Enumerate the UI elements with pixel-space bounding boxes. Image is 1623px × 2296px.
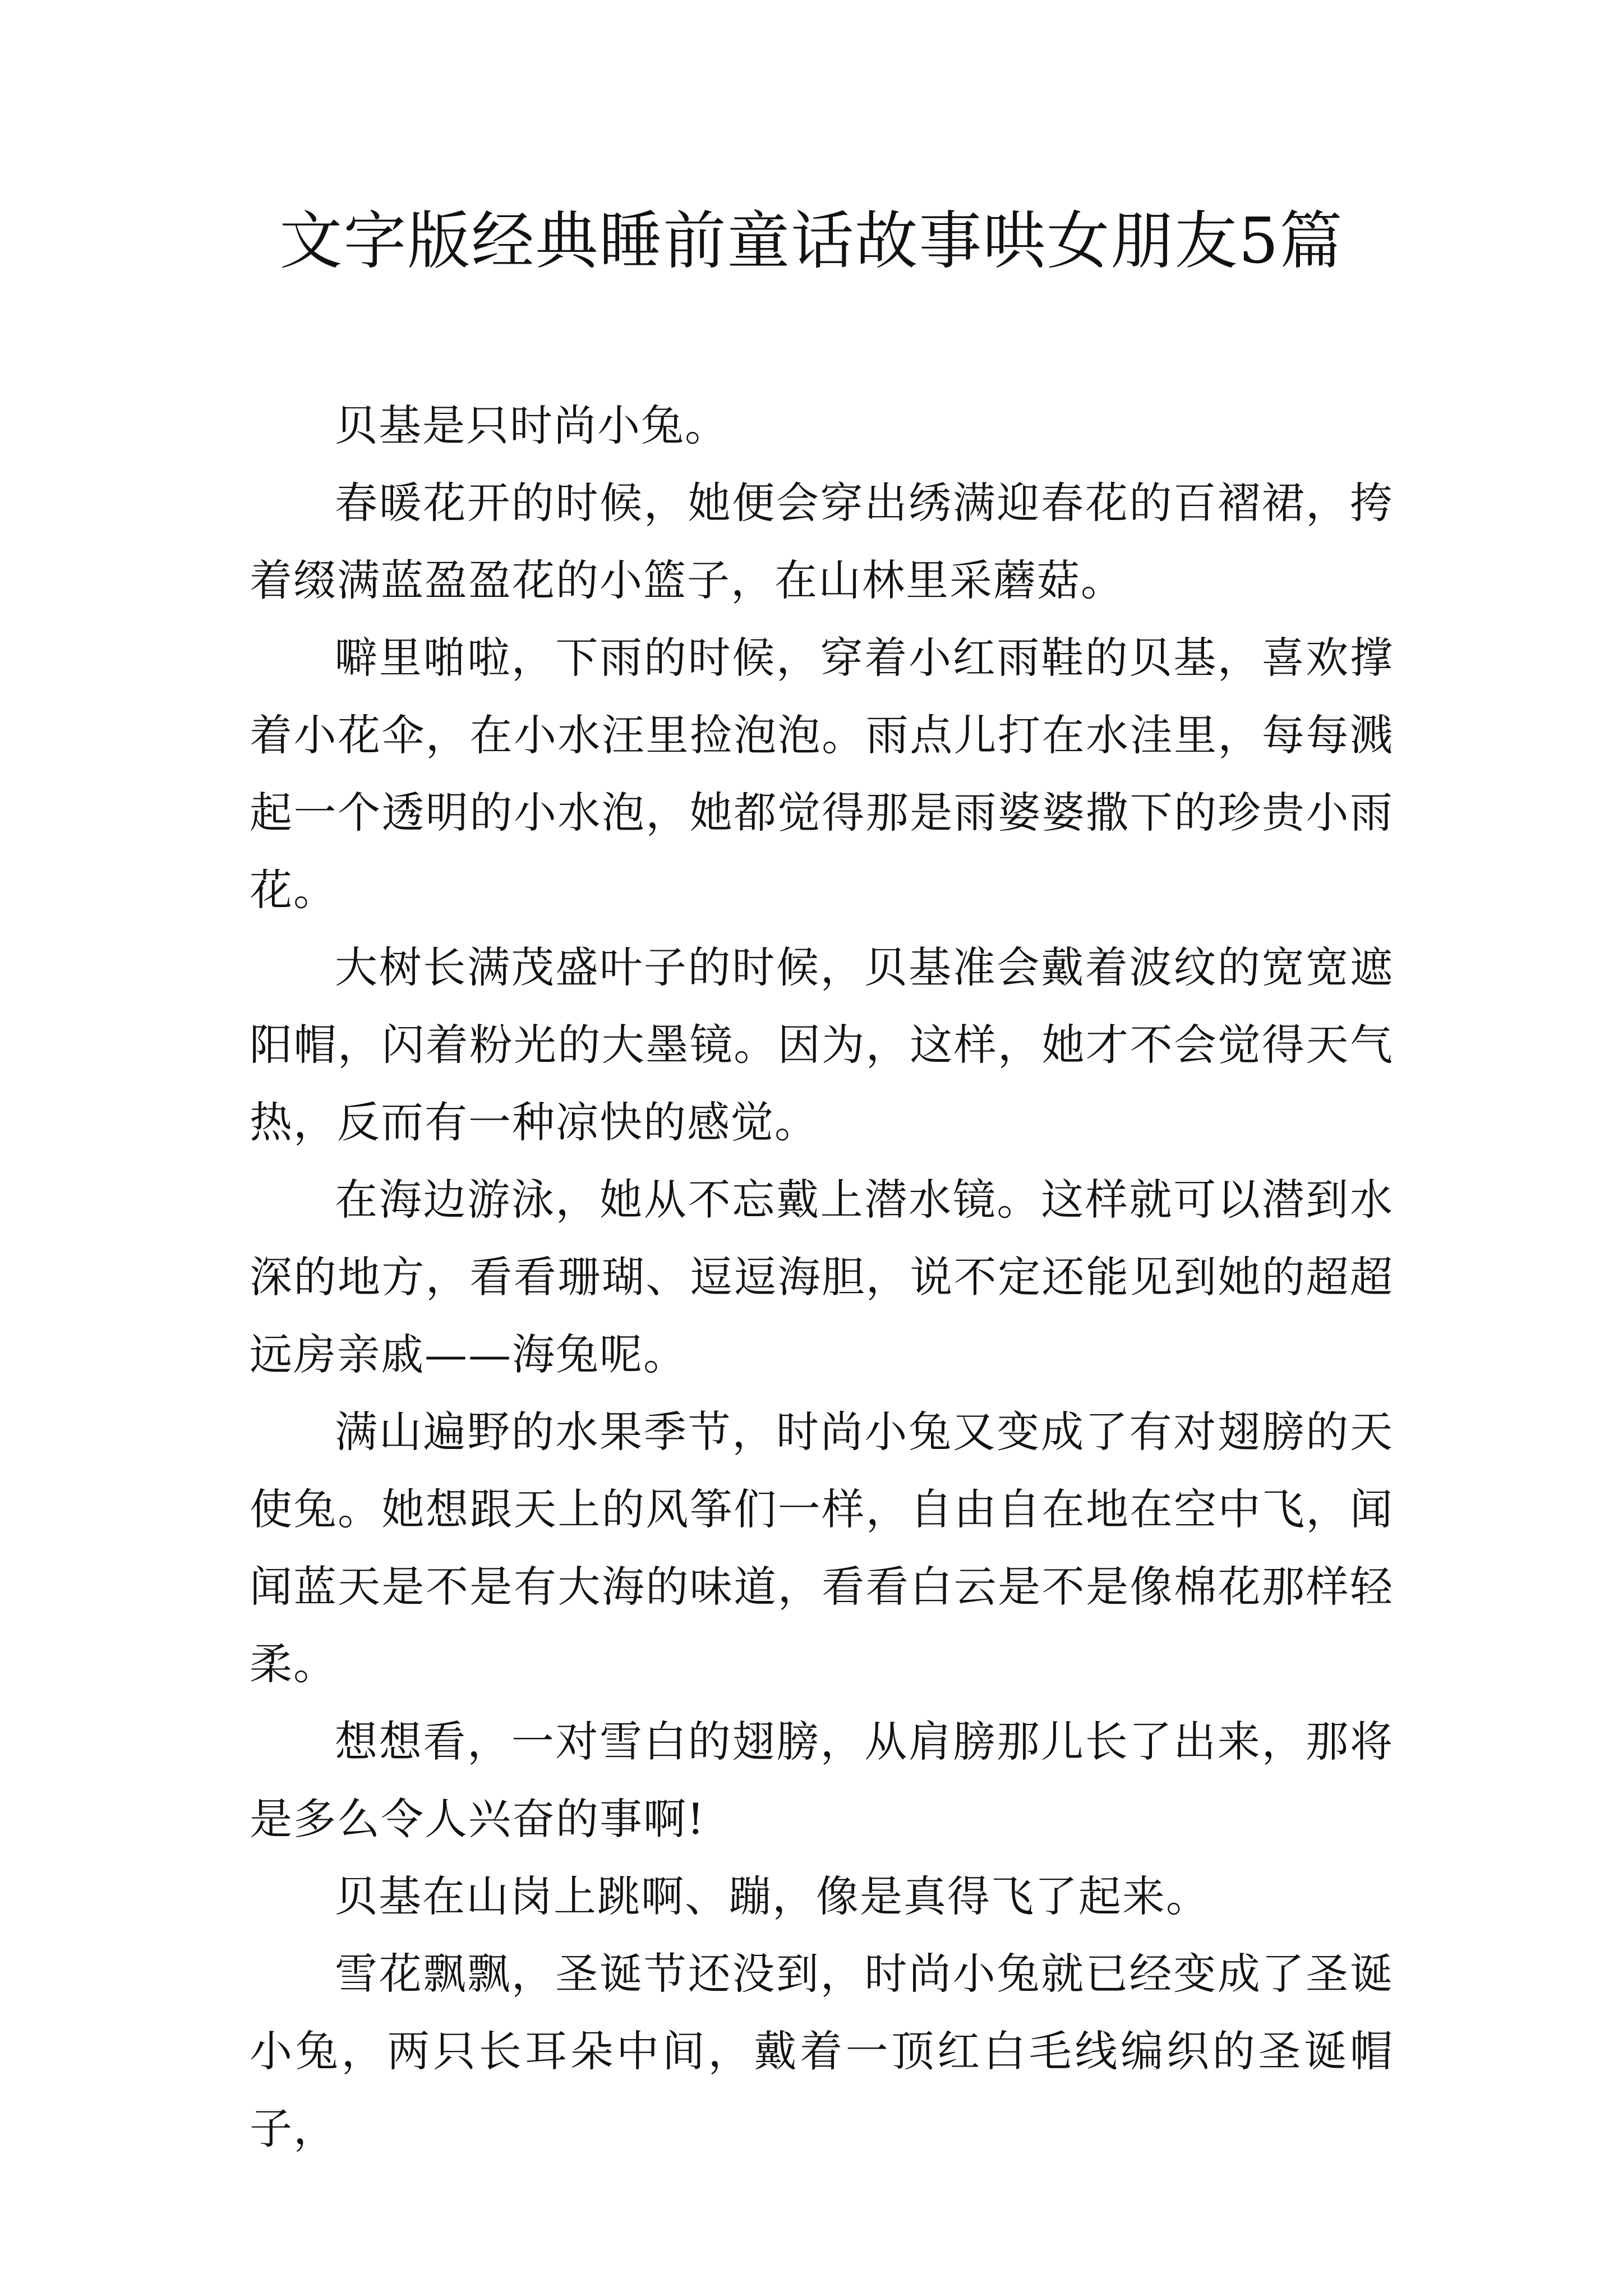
paragraph: 满山遍野的水果季节，时尚小兔又变成了有对翅膀的天使兔。她想跟天上的风筝们一样，自由自在地在空中飞，闻闻蓝天是不是有大海的味道，看看白云是不是像棉花那样轻柔。 xyxy=(250,1407,1394,1689)
paragraph: 大树长满茂盛叶子的时候，贝基准会戴着波纹的宽宽遮阳帽，闪着粉光的大墨镜。因为，这样，她才不会觉得天气热，反而有一种凉快的感觉。 xyxy=(250,942,1394,1147)
paragraph: 在海边游泳，她从不忘戴上潜水镜。这样就可以潜到水深的地方，看看珊瑚、逗逗海胆，说不定还能见到她的超超远房亲戚——海兔呢。 xyxy=(250,1175,1394,1379)
paragraph: 贝基在山岗上跳啊、蹦，像是真得飞了起来。 xyxy=(335,1871,1210,1921)
document-title: 文字版经典睡前童话故事哄女朋友5篇 xyxy=(279,205,1344,278)
paragraph: 贝基是只时尚小兔。 xyxy=(335,401,728,450)
document-body xyxy=(250,387,1394,2168)
paragraph: 噼里啪啦，下雨的时候，穿着小红雨鞋的贝基，喜欢撑着小花伞，在小水汪里捡泡泡。雨点儿打在水洼里，每每溅起一个透明的小水泡，她都觉得那是雨婆婆撒下的珍贵小雨花。 xyxy=(250,633,1394,915)
paragraph: 想想看，一对雪白的翅膀，从肩膀那儿长了出来，那将是多么令人兴奋的事啊! xyxy=(250,1717,1394,1844)
paragraph: 雪花飘飘，圣诞节还没到，时尚小兔就已经变成了圣诞小兔，两只长耳朵中间，戴着一顶红白毛线编织的圣诞帽子， xyxy=(250,1949,1394,2154)
paragraph: 春暖花开的时候，她便会穿出绣满迎春花的百褶裙，挎着缀满蓝盈盈花的小篮子，在山林里采蘑菇。 xyxy=(250,478,1394,605)
